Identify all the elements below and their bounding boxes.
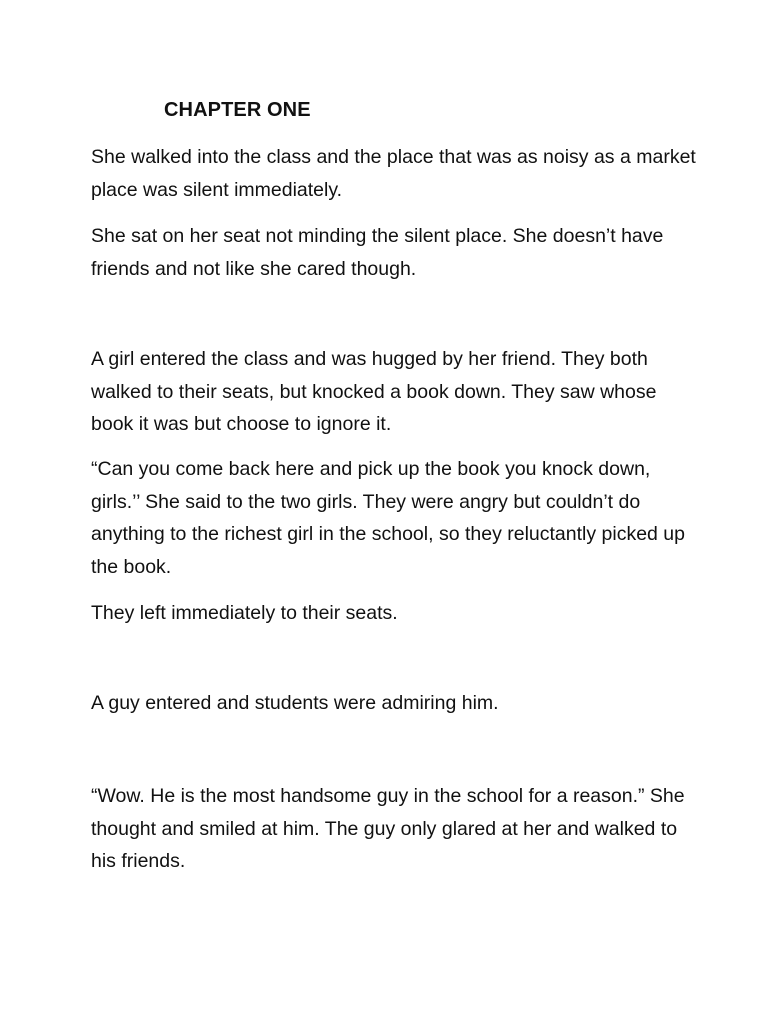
paragraph: She walked into the class and the place that was as noisy as a market place was silent immediately. <box>91 146 696 201</box>
paragraph: “Can you come back here and pick up the book you knock down, girls.’’ She said to the two girls. They were angry but couldn’t do anything to the richest girl in the school, so they reluctantly picked up the book. <box>91 458 685 578</box>
paragraph: “Wow. He is the most handsome guy in the school for a reason.” She thought and smiled at him. The guy only glared at her and walked to his friends. <box>91 785 685 872</box>
paragraph: They left immediately to their seats. <box>91 602 398 624</box>
paragraph: A guy entered and students were admiring him. <box>91 692 499 714</box>
paragraph: She sat on her seat not minding the silent place. She doesn’t have friends and not like she cared though. <box>91 225 664 280</box>
chapter-title: CHAPTER ONE <box>164 99 311 121</box>
paragraph: A girl entered the class and was hugged by her friend. They both walked to their seats, but knocked a book down. They saw whose book it was but choose to ignore it. <box>91 348 657 435</box>
